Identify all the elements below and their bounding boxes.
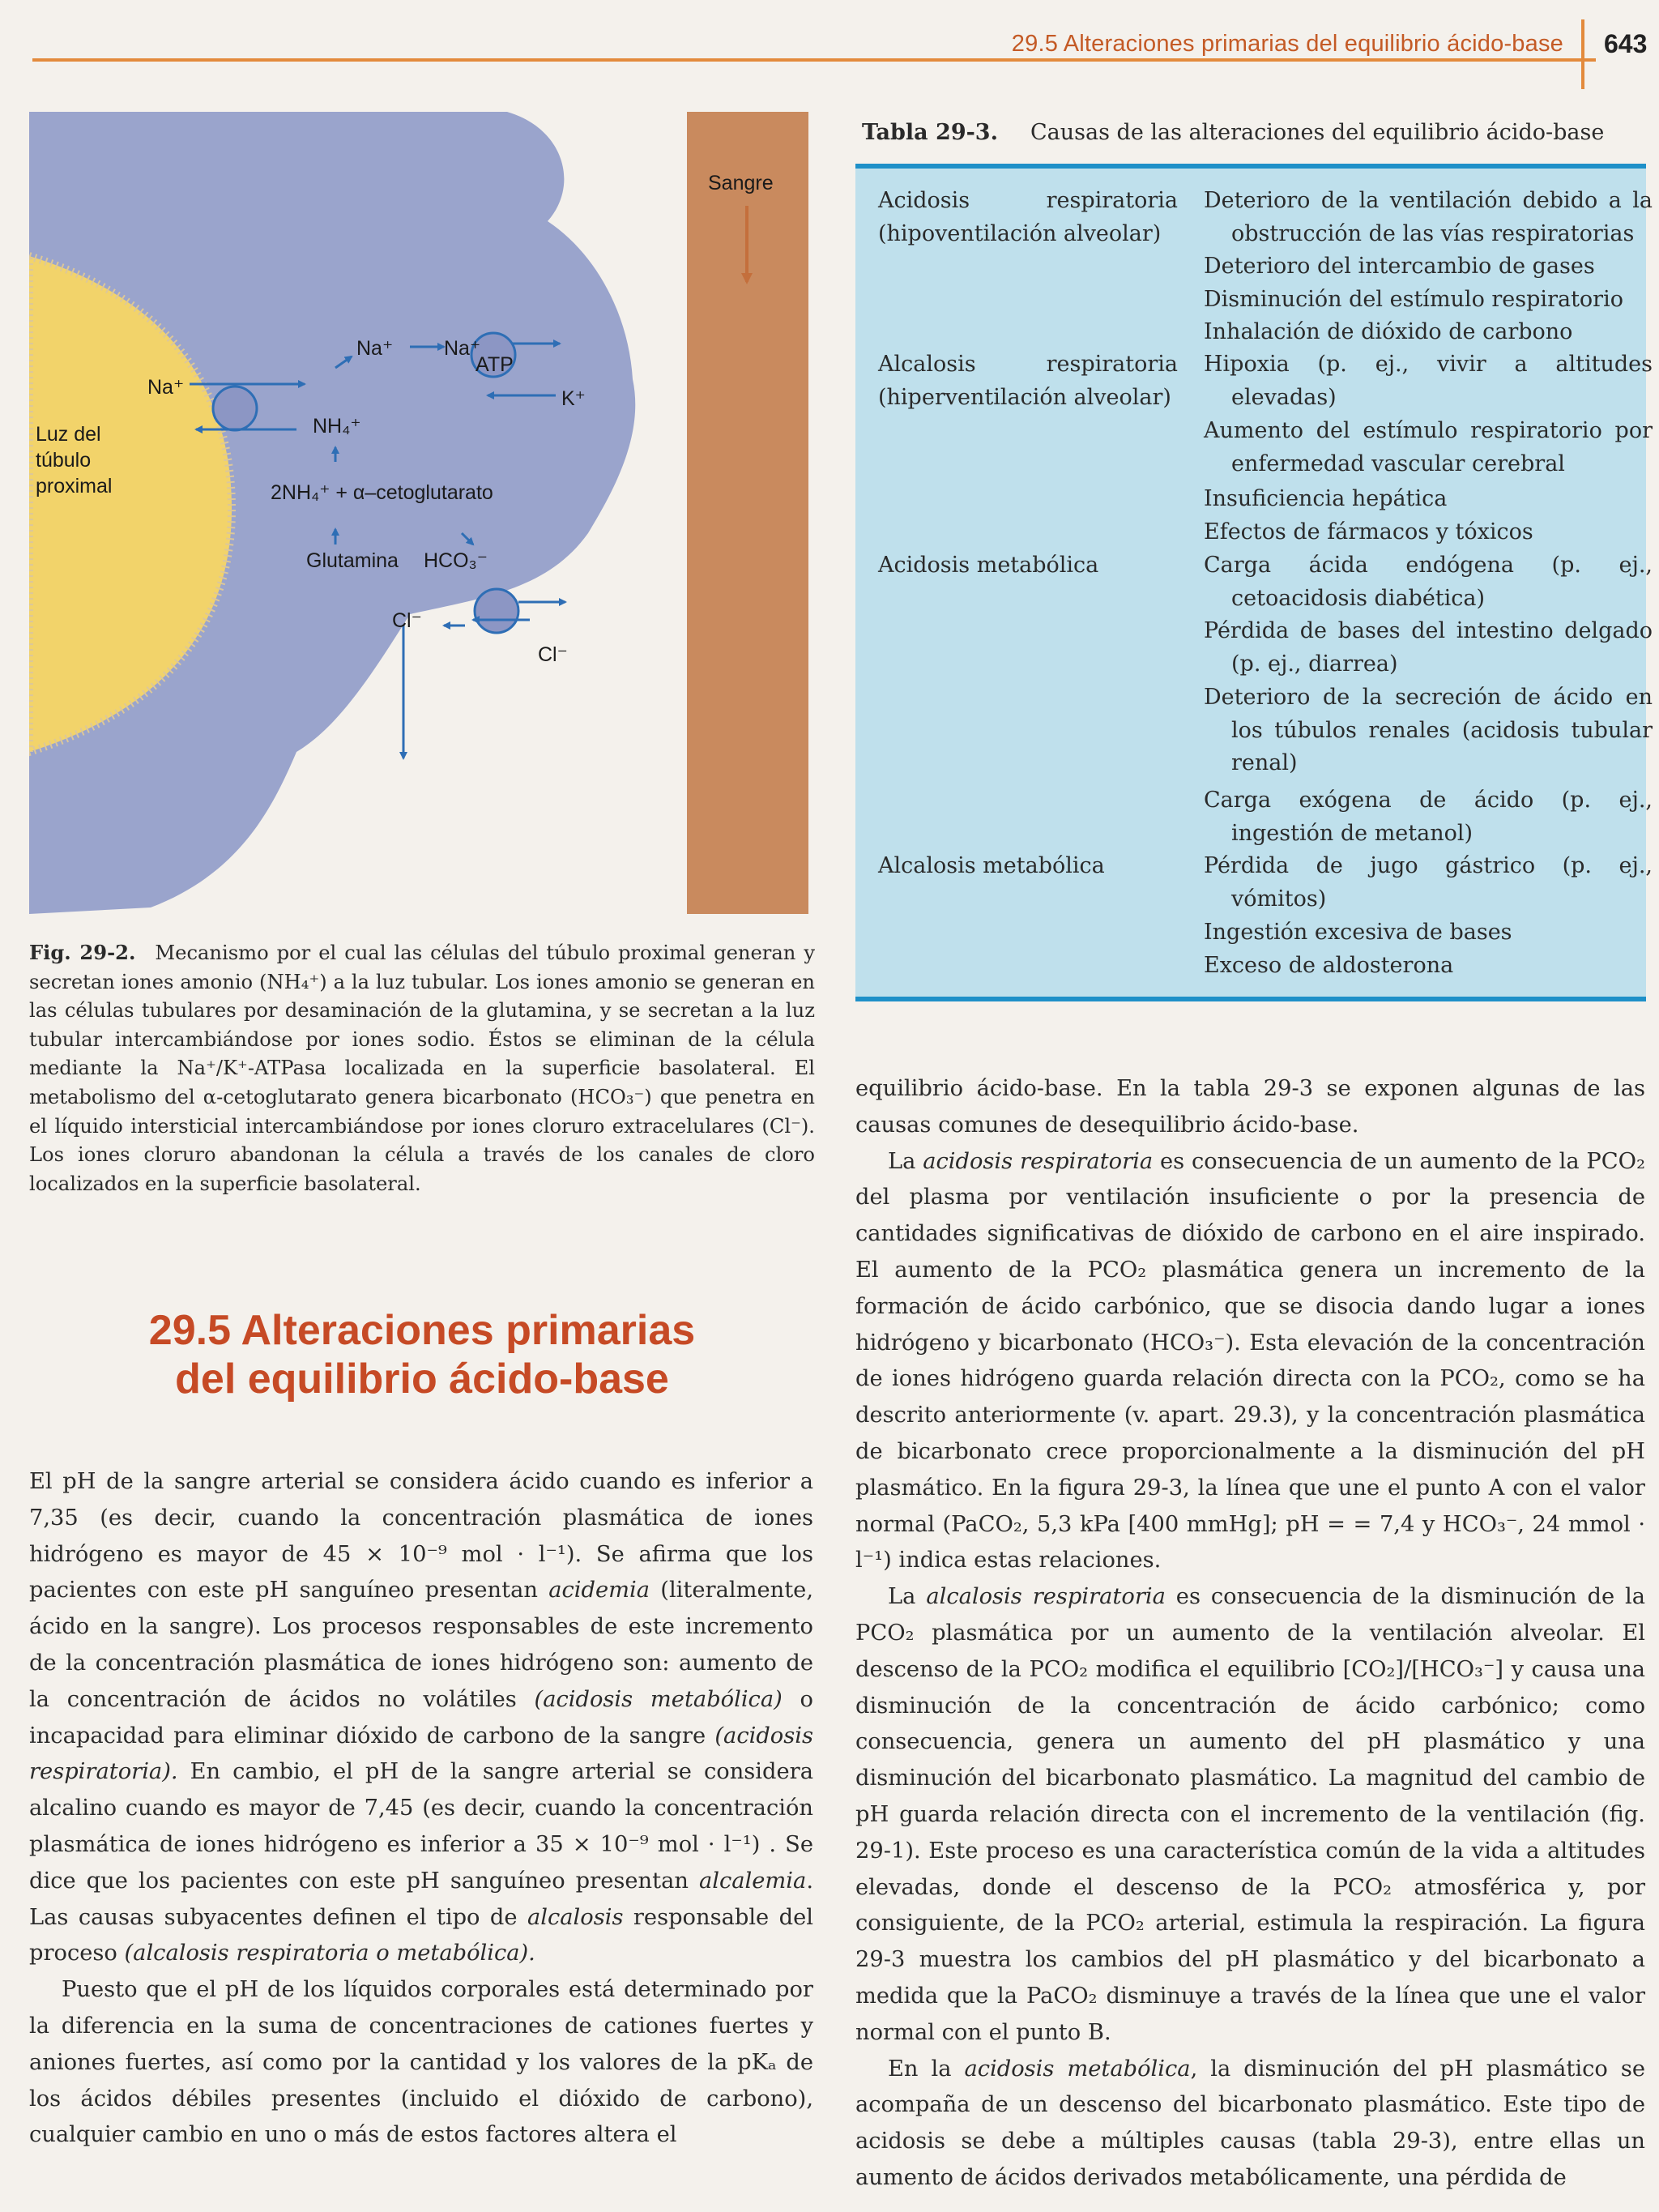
label-na-right: Na⁺: [444, 337, 481, 360]
text-run: En cambio, el pH de la sangre arterial se considera alcalino cuando es mayor de 7,45 (es decir, cuando la concentración plasmática de iones hidrógeno es inferior a 35 × 10⁻⁹ mol · l⁻¹) . Se dice que los pacientes con este pH sanguíneo presentan: [29, 1759, 813, 1894]
text-run: . Las causas subyacentes definen el tipo de: [29, 1868, 813, 1930]
text-run: En la: [888, 2056, 965, 2082]
section-heading-line-1: 29.5 Alteraciones primarias: [148, 1307, 696, 1354]
table-category: Acidosis metabólica: [878, 553, 1099, 578]
text-run: , la disminución del pH plasmático se acompaña de un descenso del bicarbonato plasmático. Este tipo de acidosis se debe a múltiples causas (tabla 29-3), entre ellas un aumento de ácidos derivados metabólicamente, una pérdida de: [855, 2056, 1645, 2190]
text-run: La: [888, 1148, 923, 1174]
label-reaction: 2NH₄⁺ + α–cetoglutarato: [271, 481, 493, 504]
text-run-italic: acidemia: [548, 1578, 650, 1603]
table-cause: Disminución del estímulo respiratorio: [1204, 287, 1623, 312]
table-category: Alcalosis respiratoria (hiperventilación alveolar): [878, 352, 1178, 410]
text-run-italic: acidosis metabólica: [964, 2056, 1191, 2082]
paragraph-acidosis-respiratoria: [855, 1144, 1645, 1580]
text-run-italic: alcalemia: [698, 1868, 807, 1894]
table-cause: Hipoxia (p. ej., vivir a altitudes elevadas): [1204, 352, 1653, 410]
table-cause: Ingestión excesiva de bases: [1204, 920, 1512, 945]
text-run-italic: (alcalosis respiratoria o metabólica).: [124, 1941, 535, 1966]
text-run: La: [888, 1584, 927, 1610]
label-sangre: Sangre: [708, 172, 774, 194]
table-number: Tabla 29-3.: [862, 120, 998, 145]
table-caption: Causas de las alteraciones del equilibrio ácido-base: [1030, 120, 1605, 145]
section-heading: [29, 1306, 815, 1403]
right-column-text: [855, 1071, 1645, 2197]
caption-label: Fig. 29-2.: [29, 941, 136, 964]
table-title: [862, 120, 1640, 145]
label-na-mid: Na⁺: [356, 337, 394, 360]
text-run-italic: (acidosis respiratoria).: [29, 1723, 813, 1785]
label-glutamina: Glutamina: [306, 549, 399, 572]
table-cause: Insuficiencia hepática: [1204, 486, 1448, 511]
paragraph-alcalosis-respiratoria: [855, 1579, 1645, 2051]
table-category: Acidosis respiratoria (hipoventilación alveolar): [878, 188, 1178, 246]
table-cause: Carga exógena de ácido (p. ej., ingestión de metanol): [1204, 788, 1653, 846]
table-cause: Efectos de fármacos y tóxicos: [1204, 519, 1533, 544]
text-run: es consecuencia de la disminución de la PCO₂ plasmática por un aumento de la ventilación alveolar. El descenso de la PCO₂ modifica el equilibrio [CO₂]/[HCO₃⁻] y causa una disminución de la concentración de ácido carbónico; como consecuencia, genera un aumento del pH plasmático y una disminución del bicarbonato plasmático. La magnitud del cambio de pH guarda relación directa con el incremento de la ventilación (fig. 29-1). Este proceso es una característica común de la vida a altitudes elevadas, donde el descenso de la PCO₂ atmosférica y, por consiguiente, de la PCO₂ arterial, estimula la respiración. La figura 29-3 muestra los cambios del pH plasmático y del bicarbonato a medida que la PaCO₂ disminuye a través de la línea que une el valor normal con el punto B.: [855, 1584, 1646, 2045]
table-cause: Pérdida de jugo gástrico (p. ej., vómitos): [1204, 853, 1653, 912]
table-cause: Deterioro de la ventilación debido a la obstrucción de las vías respiratorias: [1204, 188, 1653, 246]
label-luz-3: proximal: [36, 475, 113, 497]
table-cause: Inhalación de dióxido de carbono: [1204, 319, 1573, 344]
table-bottom-rule: [855, 997, 1646, 1001]
header-rule: [32, 58, 1596, 62]
table-cause: Aumento del estímulo respiratorio por enfermedad vascular cerebral: [1204, 418, 1653, 476]
text-run-italic: acidosis respiratoria: [923, 1148, 1154, 1174]
text-run: (literalmente, ácido en la sangre). Los procesos responsables de este incremento de la concentración plasmática de iones hidrógeno son: aumento de la concentración de ácidos no volátiles: [29, 1578, 813, 1712]
text-run-italic: alcalosis: [527, 1904, 624, 1930]
label-hco3: HCO₃⁻: [424, 549, 488, 572]
left-column-text: [29, 1464, 813, 2154]
paragraph-continuation: equilibrio ácido-base. En la tabla 29-3 se exponen algunas de las causas comunes de desequilibrio ácido-base.: [855, 1076, 1645, 1138]
figure-caption: [29, 938, 815, 1198]
table-cause: Pérdida de bases del intestino delgado (p. ej., diarrea): [1204, 618, 1653, 677]
text-run-italic: alcalosis respiratoria: [926, 1584, 1166, 1610]
paragraph-acidosis-metabolica: [855, 2052, 1645, 2197]
label-atp: ATP: [476, 353, 514, 376]
label-luz-1: Luz del: [36, 423, 101, 446]
label-na-left: Na⁺: [147, 376, 185, 399]
label-k: K⁺: [561, 387, 586, 410]
text-run: responsable del proceso: [29, 1904, 813, 1966]
caption-text: Mecanismo por el cual las células del túbulo proximal generan y secretan iones amonio (NH₄⁺) a la luz tubular. Los iones amonio se generan en las células tubulares por desaminación de la glutamina, y se secretan a la luz tubular intercambiándose por iones sodio. Éstos se eliminan de la célula mediante la Na⁺/K⁺-ATPasa localizada en la superficie basolateral. El metabolismo del α-cetoglutarato genera bicarbonato (HCO₃⁻) que penetra en el líquido intersticial intercambiándose por iones cloruro extracelulares (Cl⁻). Los iones cloruro abandonan la célula a través de los canales de cloro localizados en la superficie basolateral.: [29, 942, 815, 1195]
running-header-title: 29.5 Alteraciones primarias del equilibrio ácido-base: [1011, 31, 1563, 57]
paragraph-ph-acid: [29, 1464, 813, 1972]
text-run: El pH de la sangre arterial se considera ácido cuando es inferior a 7,35 (es decir, cuando la concentración plasmática de iones hidrógeno es mayor de 45 × 10⁻⁹ mol · l⁻¹). Se afirma que los pacientes con este pH sanguíneo presentan: [29, 1469, 813, 1603]
table-cause: Exceso de aldosterona: [1204, 953, 1454, 978]
table-category: Alcalosis metabólica: [878, 853, 1105, 878]
text-run: o incapacidad para eliminar dióxido de carbono de la sangre: [29, 1686, 813, 1749]
text-run-italic: (acidosis metabólica): [534, 1686, 783, 1712]
page-number: 643: [1604, 29, 1648, 58]
figure-29-2-diagram: [29, 112, 815, 914]
label-luz-2: túbulo: [36, 449, 92, 472]
header-divider: [1581, 19, 1584, 89]
table-cause: Deterioro de la secreción de ácido en los túbulos renales (acidosis tubular renal): [1204, 685, 1653, 776]
paragraph-body-fluids: Puesto que el pH de los líquidos corporales está determinado por la diferencia en la suma de concentraciones de cationes fuertes y aniones fuertes, así como por la cantidad y los valores de la pKₐ de los ácidos débiles presentes (incluido el dióxido de carbono), cualquier cambio en uno o más de estos factores altera el: [29, 1977, 813, 2148]
table-cause: Carga ácida endógena (p. ej., cetoacidosis diabética): [1204, 553, 1653, 611]
label-cl-out: Cl⁻: [538, 643, 568, 666]
label-nh4: NH₄⁺: [313, 415, 361, 438]
na-nh4-exchanger: [213, 386, 257, 430]
label-cl-in: Cl⁻: [392, 609, 422, 632]
hco3-cl-exchanger: [475, 589, 518, 633]
section-heading-line-2: del equilibrio ácido-base: [175, 1356, 669, 1403]
text-run: es consecuencia de un aumento de la PCO₂ del plasma por ventilación insuficiente o por la presencia de cantidades significativas de dióxido de carbono en el aire inspirado. El aumento de la PCO₂ plasmática genera un incremento de la formación de ácido carbónico, que se disocia dando lugar a iones hidrógeno y bicarbonato (HCO₃⁻). Esta elevación de la concentración de iones hidrógeno guarda relación directa con la PCO₂, como se ha descrito anteriormente (v. apart. 29.3), y la concentración plasmática de bicarbonato crece proporcionalmente a la disminución del pH plasmático. En la figura 29-3, la línea que une el punto A con el valor normal (PaCO₂, 5,3 kPa [400 mmHg]; pH = = 7,4 y HCO₃⁻, 24 mmol · l⁻¹) indica estas relaciones.: [855, 1148, 1646, 1574]
table-cause: Deterioro del intercambio de gases: [1204, 254, 1595, 279]
